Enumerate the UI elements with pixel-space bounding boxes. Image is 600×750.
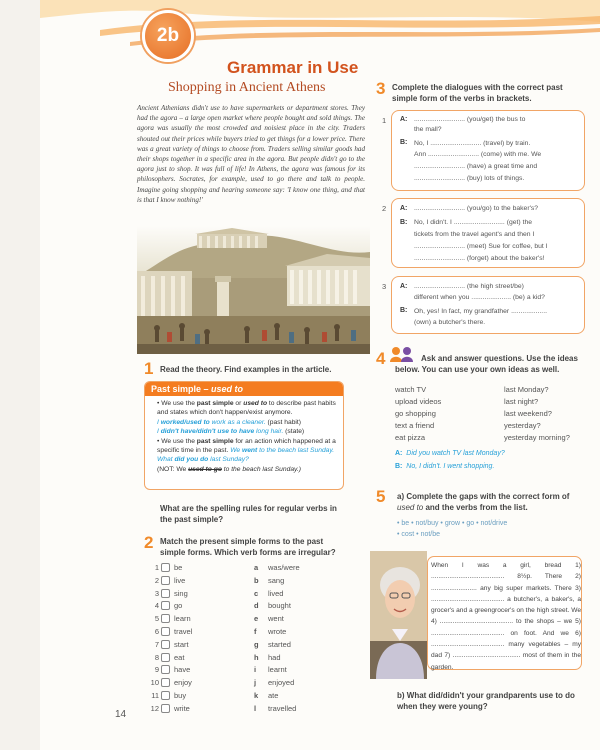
answer-box[interactable]: [161, 665, 170, 674]
exercise-5-number: 5: [376, 487, 386, 506]
example-answer: B: No, I didn't. I went shopping.: [395, 463, 495, 470]
answer-box[interactable]: [161, 601, 170, 610]
verb-row: 8 eat h had: [154, 652, 281, 662]
verb-row: 12 write l travelled: [150, 703, 297, 713]
exercise-3-instruction: Complete the dialogues with the correct past simple form of the verbs in brackets.: [392, 83, 563, 103]
dialogue-line: ........................... (meet) Sue for coffee, but I: [414, 243, 548, 250]
dialogue-line: ........................... (you/get) the bus to: [414, 116, 526, 123]
rule-2-not-example: (NOT: We used to go to the beach last Sunday.): [157, 465, 301, 473]
exercise-4-number: 4: [376, 349, 386, 368]
textbook-page: [40, 0, 600, 750]
verb-word-bank: • be • not/buy • grow • go • not/drive • cost • not/be: [397, 520, 508, 538]
verb-row: 1 be a was/were: [154, 563, 300, 572]
verb-row: 9 have i learnt: [154, 665, 287, 675]
rules-box-body: [145, 396, 343, 474]
article-text: Ancient Athenians didn't use to have supermarkets or department stores. They had the agora – a large open market where people bought and sold things. The agora was usually the most crowded and noisiest place in the city. Traders shouted out their prices while buyers tried to get things for a lower price. There was a great variety of things to choose from. Traders selling similar goods had their shops together in a specific area in the agora. But people didn't go to the agora just to shop. It was full of life! In Athens, the agora was famous for its philosophers. Socrates, for example, used to go there and talk to people. Imagine going shopping and hearing someone say: 'I know one thing, and that is that I know nothing!': [137, 104, 365, 204]
dialogue-line: the mall?: [414, 126, 442, 133]
page-number: 14: [115, 709, 127, 720]
dialogue-line: ........................... (forget) about the baker's!: [414, 255, 545, 262]
grandmother-photo: [370, 551, 427, 679]
dialogue-line: No, I didn't. I ........................... (get) the: [414, 219, 533, 226]
exercise-2-instruction: Match the present simple forms to the past simple forms. Which verb forms are irregular?: [160, 537, 336, 557]
dialogue-line: ........................... (you/go) to the baker's?: [414, 205, 539, 212]
verb-row: 2 live b sang: [154, 575, 285, 585]
exercise-3-number: 3: [376, 79, 386, 98]
answer-box[interactable]: [161, 563, 170, 572]
exercise-1-question: What are the spelling rules for regular verbs in the past simple?: [160, 504, 337, 524]
answer-box[interactable]: [161, 576, 170, 585]
rule-1-example-1: I worked/used to work as a cleaner. (past habit): [157, 418, 301, 426]
exercise-2-number: 2: [144, 533, 154, 552]
dialogue-line: different when you ..................... (be) a kid?: [414, 294, 545, 301]
dialogue-3-number: 3: [382, 282, 387, 291]
verb-row: 6 travel f wrote: [154, 627, 287, 636]
article-title: Shopping in Ancient Athens: [168, 80, 326, 95]
gap-fill-text: When I was a girl, bread 1) ........................................ 8½p. There 2) ......................... any big super markets. There 3) ........................................ a butcher's, a baker's, a grocer's and a greengrocer's on the high street. We 4) ........................................ to the shops – we 5) ........................................ on foot. And we 6) ........................................ many vegetables – my dad 7) ..................................... most of them in the garden.: [431, 562, 581, 671]
answer-box[interactable]: [161, 589, 170, 598]
rules-box-title: Past simple – used to: [145, 382, 343, 396]
exercise-5a-instruction: a) Complete the gaps with the correct form of used to and the verbs from the list.: [397, 492, 570, 512]
rule-2: • We use the past simple for an action which happened at a specific time in the past. We went to the beach last Sunday. What did you do last Sunday?: [157, 437, 336, 464]
unit-badge: 2b: [142, 10, 194, 62]
verb-row: 3 sing c lived: [154, 588, 284, 598]
example-question: A: Did you watch TV last Monday?: [395, 450, 505, 457]
verb-row: 11 buy k ate: [151, 691, 279, 700]
verb-row: 7 start g started: [154, 639, 291, 649]
grammar-rules-box: [144, 381, 344, 490]
exercise-4-instruction: Ask and answer questions. Use the ideas below. You can use your own ideas as well.: [395, 354, 578, 374]
activities-list: watch TV upload videos go shopping text a friend eat pizza: [395, 385, 442, 442]
dialogue-line: Oh, yes! In fact, my grandfather ...................: [414, 308, 547, 315]
exercise-1-instruction: Read the theory. Find examples in the article.: [160, 365, 332, 374]
verb-row: 4 go d bought: [154, 601, 291, 611]
answer-box[interactable]: [161, 640, 170, 649]
ancient-athens-illustration: [137, 226, 370, 354]
dialogue-line: No, I ........................... (travel) by train.: [414, 140, 531, 147]
dialogue-2-number: 2: [382, 204, 387, 213]
dialogue-1-number: 1: [382, 116, 387, 125]
dialogue-line: ........................... (buy) lots of things.: [414, 175, 525, 182]
rule-1: • We use the past simple or used to to describe past habits and states which don't happen/exist anymore.: [157, 400, 336, 417]
page-title: Grammar in Use: [227, 58, 359, 77]
answer-box[interactable]: [161, 627, 170, 636]
dialogue-line: Ann ........................... (come) with me. We: [414, 151, 542, 158]
answer-box[interactable]: [161, 653, 170, 662]
exercise-5b-instruction: b) What did/didn't your grandparents use to do when they were young?: [397, 691, 575, 711]
dialogue-line: ........................... (the high street/be): [414, 283, 524, 290]
dialogue-1-box: A: ........................... (you/get) the bus to the mall? B: No, I ........................... (travel) by train. Ann ........................... (come) with me. We ........................... (have) a great time and ........................... (buy) lots of things.: [391, 110, 585, 191]
exercise-1-number: 1: [144, 359, 154, 378]
time-expressions-list: last Monday? last night? last weekend? yesterday? yesterday morning?: [504, 385, 570, 442]
dialogue-line: tickets from the travel agent's and then I: [414, 231, 535, 238]
rule-1-example-2: I didn't have/didn't use to have long hair. (state): [157, 428, 305, 436]
answer-box[interactable]: [161, 704, 170, 713]
dialogue-2-box: A: ........................... (you/go) to the baker's? B: No, I didn't. I ........................... (get) the tickets from the travel agent's and then I ........................... (meet) Sue for coffee, but I ........................... (forget) about the baker's!: [391, 198, 585, 268]
verb-row: 10 enjoy j enjoyed: [150, 678, 295, 688]
header-swoosh: [40, 0, 600, 60]
answer-box[interactable]: [161, 691, 170, 700]
answer-box[interactable]: [161, 678, 170, 687]
answer-box[interactable]: [161, 614, 170, 623]
dialogue-line: ........................... (have) a great time and: [414, 163, 538, 170]
dialogue-3-box: A: ........................... (the high street/be) different when you ..................... (be) a kid? B: Oh, yes! In fact, my grandfather ................... (own) a butcher's there.: [391, 276, 585, 334]
verb-row: 5 learn e went: [154, 614, 284, 624]
dialogue-line: (own) a butcher's there.: [414, 319, 486, 326]
